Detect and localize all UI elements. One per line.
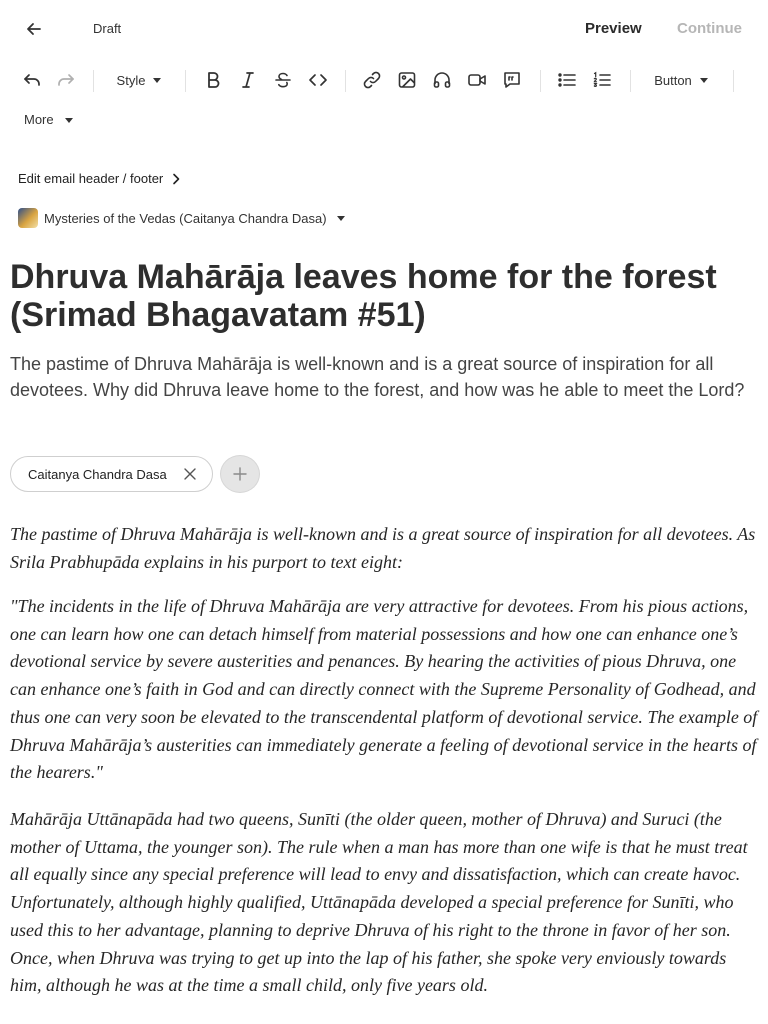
bulleted-list-icon bbox=[557, 70, 577, 90]
style-dropdown[interactable] bbox=[114, 62, 164, 98]
strikethrough-icon bbox=[273, 70, 293, 90]
caret-down-icon bbox=[153, 78, 161, 83]
more-dropdown[interactable] bbox=[24, 112, 73, 127]
post-title[interactable]: Dhruva Mahārāja leaves home for the forest (Srimad Bhagavatam #51) bbox=[10, 258, 717, 334]
formatting-toolbar bbox=[0, 62, 768, 98]
preview-button[interactable]: Preview bbox=[585, 20, 642, 37]
toolbar-divider bbox=[630, 70, 631, 92]
author-chip bbox=[10, 456, 213, 492]
video-icon bbox=[467, 70, 487, 90]
body-paragraph[interactable]: Mahārāja Uttānapāda had two queens, Sunīti (the older queen, mother of Dhruva) and Suruci (the mother of Uttama, the younger son). The rule when a man has more than one wife is that he must treat all equally since any special preference will lead to envy and dissatisfaction, which can create havoc. Unfortunately, although highly qualified, Uttānapāda developed a special preference for Sunīti, who used this to her advantage, planning to deprive Dhruva of his right to the throne in favor of her son. Once, when Dhruva was trying to get up into the lap of his father, she spoke very enviously towards him, although he was at the time a small child, only five years old. bbox=[10, 809, 748, 996]
publication-name: Mysteries of the Vedas (Caitanya Chandra Dasa) bbox=[44, 210, 327, 226]
bold-icon bbox=[203, 70, 223, 90]
post-subtitle[interactable]: The pastime of Dhruva Mahārāja is well-known and is a great source of inspiration for all devotees. Why did Dhruva leave home to the forest, and how was he able to meet the Lord? bbox=[10, 354, 745, 400]
edit-email-header-footer-label: Edit email header / footer bbox=[18, 171, 164, 186]
numbered-list-button[interactable] bbox=[590, 62, 614, 98]
bulleted-list-button[interactable] bbox=[555, 62, 579, 98]
redo-button[interactable] bbox=[54, 62, 78, 98]
redo-icon bbox=[56, 70, 76, 90]
code-icon bbox=[308, 70, 328, 90]
draft-status: Draft bbox=[93, 21, 122, 36]
top-bar bbox=[0, 0, 768, 58]
toolbar-divider bbox=[93, 70, 94, 92]
video-button[interactable] bbox=[465, 62, 489, 98]
image-button[interactable] bbox=[395, 62, 419, 98]
caret-down-icon bbox=[65, 118, 73, 123]
caret-down-icon bbox=[337, 216, 345, 221]
bold-button[interactable] bbox=[201, 62, 225, 98]
audio-button[interactable] bbox=[430, 62, 454, 98]
numbered-list-icon bbox=[592, 70, 612, 90]
body-paragraph[interactable]: "The incidents in the life of Dhruva Mahārāja are very attractive for devotees. From his pious actions, one can learn how one can detach himself from material possessions and how one can enhance one’s devotional service by severe austerities and penances. By hearing the activities of pious Dhruva, one can enhance one’s faith in God and can directly connect with the Supreme Personality of Godhead, and thus one can very soon be elevated to the transcendental platform of devotional service. The example of Dhruva Mahārāja’s austerities can immediately generate a feeling of devotional service in the hearts of the hearers." bbox=[10, 596, 758, 783]
image-icon bbox=[397, 70, 417, 90]
continue-button[interactable]: Continue bbox=[677, 20, 742, 37]
caret-down-icon bbox=[700, 78, 708, 83]
toolbar-divider bbox=[345, 70, 346, 92]
author-name: Caitanya Chandra Dasa bbox=[28, 466, 167, 482]
toolbar-divider bbox=[733, 70, 734, 92]
plus-icon bbox=[232, 466, 248, 482]
strikethrough-button[interactable] bbox=[271, 62, 295, 98]
italic-button[interactable] bbox=[236, 62, 260, 98]
undo-button[interactable] bbox=[20, 62, 44, 98]
quote-button[interactable] bbox=[500, 62, 524, 98]
add-author-button[interactable] bbox=[220, 455, 260, 493]
chevron-right-icon bbox=[171, 173, 181, 185]
style-dropdown-label: Style bbox=[116, 72, 146, 88]
body-paragraph[interactable]: The pastime of Dhruva Mahārāja is well-known and is a great source of inspiration for all devotees. As Srila Prabhupāda explains in his purport to text eight: bbox=[10, 524, 756, 572]
back-button[interactable] bbox=[22, 17, 46, 41]
publication-logo bbox=[18, 208, 38, 228]
link-button[interactable] bbox=[360, 62, 384, 98]
publication-selector[interactable] bbox=[18, 208, 345, 228]
toolbar-divider bbox=[185, 70, 186, 92]
link-icon bbox=[362, 70, 382, 90]
quote-bubble-icon bbox=[502, 70, 522, 90]
button-dropdown[interactable] bbox=[650, 62, 712, 98]
close-icon[interactable] bbox=[182, 466, 198, 482]
code-button[interactable] bbox=[305, 62, 331, 98]
edit-email-header-footer-link[interactable] bbox=[18, 171, 181, 186]
more-dropdown-label: More bbox=[24, 112, 54, 127]
undo-icon bbox=[22, 70, 42, 90]
italic-icon bbox=[238, 70, 258, 90]
headphones-icon bbox=[432, 70, 452, 90]
button-dropdown-label: Button bbox=[654, 72, 692, 88]
toolbar-divider bbox=[540, 70, 541, 92]
arrow-left-icon bbox=[25, 20, 43, 38]
